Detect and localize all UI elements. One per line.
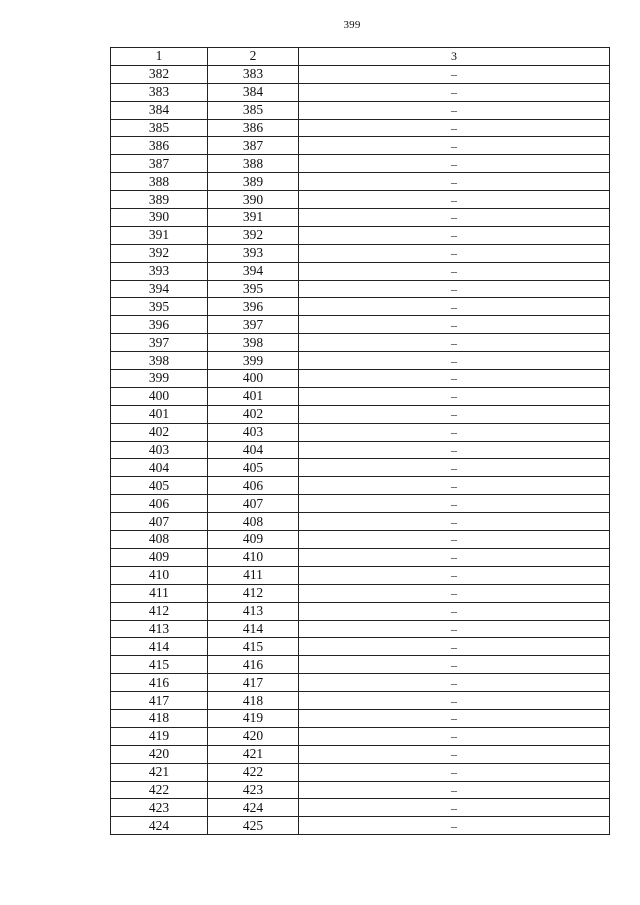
table-cell-col-2: 393 [208, 244, 299, 262]
table-cell-col-1: 401 [111, 405, 208, 423]
table-row [111, 638, 610, 656]
table-cell-col-1: 400 [111, 387, 208, 405]
table-cell-col-3: – [299, 65, 610, 83]
column-header-3: 3 [299, 48, 610, 66]
table-cell-col-1: 383 [111, 83, 208, 101]
table-cell-col-2: 394 [208, 262, 299, 280]
table-cell-col-1: 405 [111, 477, 208, 495]
table-cell-col-3: – [299, 352, 610, 370]
table-cell-col-1: 387 [111, 155, 208, 173]
table-cell-col-3: – [299, 173, 610, 191]
table-cell-col-3: – [299, 441, 610, 459]
table-cell-col-3: – [299, 656, 610, 674]
table-row [111, 316, 610, 334]
table-cell-col-3: – [299, 119, 610, 137]
table-cell-col-3: – [299, 191, 610, 209]
table-row [111, 602, 610, 620]
table-row [111, 656, 610, 674]
table-row [111, 709, 610, 727]
table-row [111, 298, 610, 316]
table-row [111, 763, 610, 781]
table-cell-col-3: – [299, 370, 610, 388]
table-cell-col-2: 413 [208, 602, 299, 620]
table-row [111, 191, 610, 209]
table-cell-col-1: 397 [111, 334, 208, 352]
table-cell-col-1: 407 [111, 513, 208, 531]
table-cell-col-2: 409 [208, 531, 299, 549]
table-cell-col-1: 392 [111, 244, 208, 262]
table-cell-col-1: 384 [111, 101, 208, 119]
table-row [111, 692, 610, 710]
table-cell-col-2: 406 [208, 477, 299, 495]
table-cell-col-3: – [299, 334, 610, 352]
table-row [111, 531, 610, 549]
table-cell-col-1: 418 [111, 709, 208, 727]
table-cell-col-2: 401 [208, 387, 299, 405]
table-cell-col-1: 411 [111, 584, 208, 602]
table-cell-col-1: 394 [111, 280, 208, 298]
table-cell-col-1: 410 [111, 566, 208, 584]
table-cell-col-3: – [299, 423, 610, 441]
table-cell-col-2: 411 [208, 566, 299, 584]
table-cell-col-2: 383 [208, 65, 299, 83]
table-cell-col-1: 393 [111, 262, 208, 280]
table-cell-col-3: – [299, 709, 610, 727]
table-cell-col-2: 396 [208, 298, 299, 316]
table-cell-col-1: 421 [111, 763, 208, 781]
table-row [111, 405, 610, 423]
table-row [111, 441, 610, 459]
table-row [111, 155, 610, 173]
table-row [111, 674, 610, 692]
table-cell-col-1: 402 [111, 423, 208, 441]
table-cell-col-3: – [299, 298, 610, 316]
table-cell-col-3: – [299, 692, 610, 710]
table-cell-col-3: – [299, 477, 610, 495]
table-cell-col-3: – [299, 387, 610, 405]
table-cell-col-3: – [299, 226, 610, 244]
table-cell-col-3: – [299, 566, 610, 584]
table-cell-col-1: 388 [111, 173, 208, 191]
table-cell-col-3: – [299, 602, 610, 620]
table-cell-col-2: 420 [208, 727, 299, 745]
table-cell-col-3: – [299, 584, 610, 602]
table-cell-col-1: 396 [111, 316, 208, 334]
table-row [111, 280, 610, 298]
table-cell-col-2: 391 [208, 209, 299, 227]
table-row [111, 209, 610, 227]
table-cell-col-3: – [299, 763, 610, 781]
table-row [111, 477, 610, 495]
table-row [111, 459, 610, 477]
table-cell-col-2: 407 [208, 495, 299, 513]
table-cell-col-1: 382 [111, 65, 208, 83]
table-cell-col-3: – [299, 83, 610, 101]
table-cell-col-3: – [299, 513, 610, 531]
table-cell-col-2: 418 [208, 692, 299, 710]
table-cell-col-3: – [299, 781, 610, 799]
table-row [111, 83, 610, 101]
table-cell-col-1: 415 [111, 656, 208, 674]
table-cell-col-2: 404 [208, 441, 299, 459]
table-cell-col-3: – [299, 209, 610, 227]
table-cell-col-2: 419 [208, 709, 299, 727]
table-cell-col-2: 424 [208, 799, 299, 817]
table-row [111, 65, 610, 83]
table-cell-col-3: – [299, 137, 610, 155]
table-cell-col-1: 419 [111, 727, 208, 745]
table-cell-col-2: 390 [208, 191, 299, 209]
table-row [111, 137, 610, 155]
table-cell-col-3: – [299, 674, 610, 692]
table-row [111, 781, 610, 799]
table-cell-col-1: 389 [111, 191, 208, 209]
table-cell-col-2: 405 [208, 459, 299, 477]
table-cell-col-1: 424 [111, 817, 208, 835]
table-cell-col-1: 391 [111, 226, 208, 244]
table-cell-col-1: 423 [111, 799, 208, 817]
table-cell-col-1: 390 [111, 209, 208, 227]
page-number: 399 [343, 19, 361, 31]
table-row [111, 799, 610, 817]
table-cell-col-2: 385 [208, 101, 299, 119]
table-row [111, 423, 610, 441]
table-header-row [111, 48, 610, 66]
table-row [111, 817, 610, 835]
table-row [111, 566, 610, 584]
table-cell-col-1: 398 [111, 352, 208, 370]
table-cell-col-2: 398 [208, 334, 299, 352]
table-cell-col-2: 421 [208, 745, 299, 763]
table-row [111, 727, 610, 745]
column-header-1: 1 [111, 48, 208, 66]
table-cell-col-2: 423 [208, 781, 299, 799]
table-row [111, 119, 610, 137]
table-row [111, 262, 610, 280]
table-cell-col-3: – [299, 620, 610, 638]
table-cell-col-2: 414 [208, 620, 299, 638]
table-cell-col-3: – [299, 638, 610, 656]
table-row [111, 370, 610, 388]
table-cell-col-2: 416 [208, 656, 299, 674]
table-cell-col-3: – [299, 459, 610, 477]
table-row [111, 173, 610, 191]
table-row [111, 584, 610, 602]
table-cell-col-2: 412 [208, 584, 299, 602]
table-cell-col-2: 392 [208, 226, 299, 244]
table-cell-col-1: 386 [111, 137, 208, 155]
data-table-container [110, 47, 609, 835]
table-cell-col-1: 414 [111, 638, 208, 656]
table-cell-col-3: – [299, 280, 610, 298]
table-row [111, 620, 610, 638]
table-cell-col-1: 420 [111, 745, 208, 763]
table-cell-col-3: – [299, 727, 610, 745]
table-cell-col-3: – [299, 155, 610, 173]
table-cell-col-1: 404 [111, 459, 208, 477]
table-cell-col-1: 406 [111, 495, 208, 513]
table-cell-col-2: 408 [208, 513, 299, 531]
table-header [111, 48, 610, 66]
data-table [110, 47, 610, 835]
table-cell-col-2: 410 [208, 548, 299, 566]
table-row [111, 513, 610, 531]
table-row [111, 226, 610, 244]
table-cell-col-1: 403 [111, 441, 208, 459]
table-row [111, 745, 610, 763]
table-cell-col-1: 399 [111, 370, 208, 388]
table-cell-col-1: 395 [111, 298, 208, 316]
table-cell-col-1: 385 [111, 119, 208, 137]
table-cell-col-3: – [299, 548, 610, 566]
table-cell-col-3: – [299, 495, 610, 513]
table-cell-col-3: – [299, 745, 610, 763]
table-cell-col-2: 395 [208, 280, 299, 298]
table-cell-col-2: 397 [208, 316, 299, 334]
table-row [111, 101, 610, 119]
table-cell-col-1: 408 [111, 531, 208, 549]
table-cell-col-1: 413 [111, 620, 208, 638]
table-row [111, 548, 610, 566]
table-cell-col-3: – [299, 316, 610, 334]
table-cell-col-3: – [299, 101, 610, 119]
table-body [111, 65, 610, 834]
table-cell-col-2: 402 [208, 405, 299, 423]
table-cell-col-3: – [299, 799, 610, 817]
table-cell-col-1: 412 [111, 602, 208, 620]
table-cell-col-2: 399 [208, 352, 299, 370]
table-cell-col-3: – [299, 244, 610, 262]
table-cell-col-2: 388 [208, 155, 299, 173]
table-cell-col-2: 389 [208, 173, 299, 191]
table-row [111, 495, 610, 513]
table-cell-col-3: – [299, 531, 610, 549]
table-cell-col-3: – [299, 405, 610, 423]
table-row [111, 387, 610, 405]
table-cell-col-2: 387 [208, 137, 299, 155]
table-cell-col-1: 422 [111, 781, 208, 799]
table-cell-col-2: 425 [208, 817, 299, 835]
table-row [111, 352, 610, 370]
table-row [111, 334, 610, 352]
table-cell-col-3: – [299, 262, 610, 280]
table-cell-col-1: 416 [111, 674, 208, 692]
table-cell-col-2: 417 [208, 674, 299, 692]
table-cell-col-2: 422 [208, 763, 299, 781]
table-cell-col-2: 384 [208, 83, 299, 101]
table-cell-col-3: – [299, 817, 610, 835]
table-cell-col-1: 417 [111, 692, 208, 710]
column-header-2: 2 [208, 48, 299, 66]
table-cell-col-2: 400 [208, 370, 299, 388]
table-cell-col-2: 386 [208, 119, 299, 137]
table-cell-col-1: 409 [111, 548, 208, 566]
table-cell-col-2: 415 [208, 638, 299, 656]
table-cell-col-2: 403 [208, 423, 299, 441]
table-row [111, 244, 610, 262]
